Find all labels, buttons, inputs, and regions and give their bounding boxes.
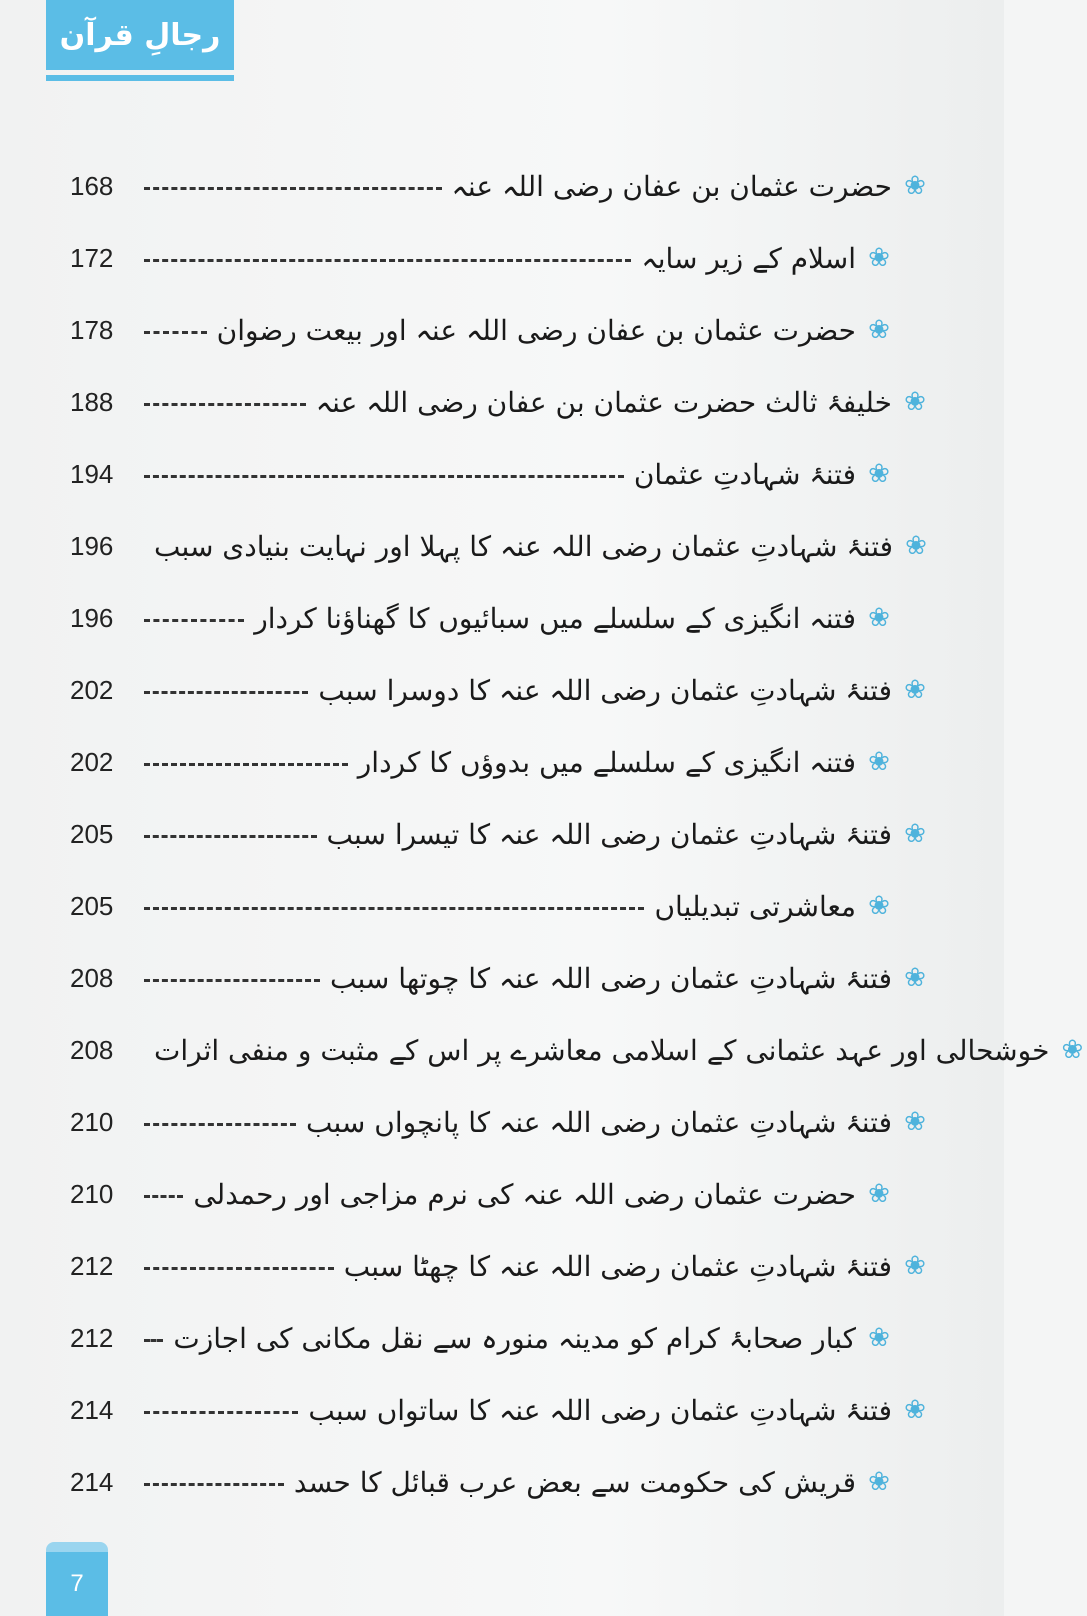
toc-row — [70, 366, 930, 438]
flower-bullet-icon: ❀ — [868, 315, 890, 345]
toc-row — [70, 1086, 930, 1158]
toc-row — [70, 1446, 930, 1518]
dot-leader — [144, 619, 244, 622]
flower-bullet-icon: ❀ — [904, 171, 926, 201]
toc-entry-title: حضرت عثمان بن عفان رضی اللہ عنہ — [451, 169, 892, 203]
toc-page-number: 196 — [70, 602, 114, 633]
toc-entry-title: قریش کی حکومت سے بعض عرب قبائل کا حسد — [293, 1465, 856, 1499]
toc-page-number: 205 — [70, 818, 114, 849]
toc-page-number: 205 — [70, 890, 114, 921]
dot-leader — [144, 1339, 163, 1342]
toc-row — [70, 1014, 1084, 1086]
flower-bullet-icon: ❀ — [904, 1395, 926, 1425]
dot-leader — [144, 1483, 284, 1486]
toc-entry-title: معاشرتی تبدیلیاں — [654, 889, 856, 923]
flower-bullet-icon: ❀ — [868, 1323, 890, 1353]
toc-page-number: 212 — [70, 1322, 114, 1353]
toc-page-number: 172 — [70, 242, 114, 273]
toc-page-number: 202 — [70, 674, 114, 705]
toc-row — [70, 1302, 930, 1374]
toc-page-number: 208 — [70, 962, 114, 993]
flower-bullet-icon: ❀ — [868, 747, 890, 777]
toc-entry-title: خلیفۂ ثالث حضرت عثمان بن عفان رضی اللہ عنہ — [315, 385, 892, 419]
toc-page-number: 178 — [70, 314, 114, 345]
flower-bullet-icon: ❀ — [904, 675, 926, 705]
book-title: رجالِ قرآن — [59, 17, 221, 53]
toc-entry-title: خوشحالی اور عہد عثمانی کے اسلامی معاشرے پر اس کے مثبت و منفی اثرات — [154, 1033, 1050, 1067]
dot-leader — [144, 1267, 334, 1270]
dot-leader — [144, 1411, 298, 1414]
toc-entry-title: فتنۂ شہادتِ عثمان — [633, 457, 856, 491]
dot-leader — [144, 1195, 183, 1198]
dot-leader — [144, 907, 644, 910]
toc-entry-title: فتنہ انگیزی کے سلسلے میں سبائیوں کا گھناؤنا کردار — [254, 601, 856, 635]
flower-bullet-icon: ❀ — [868, 891, 890, 921]
dot-leader — [144, 475, 624, 478]
toc-row — [70, 942, 930, 1014]
toc-page-number: 168 — [70, 170, 114, 201]
dot-leader — [144, 259, 631, 262]
toc-entry-title: حضرت عثمان بن عفان رضی اللہ عنہ اور بیعت رضوان — [216, 313, 856, 347]
flower-bullet-icon: ❀ — [1061, 1035, 1084, 1065]
flower-bullet-icon: ❀ — [904, 963, 926, 993]
toc-row — [70, 798, 930, 870]
toc-entry-title: فتنہ انگیزی کے سلسلے میں بدوؤں کا کردار — [357, 745, 856, 779]
page-badge-cap — [46, 1542, 108, 1552]
page-number: 7 — [70, 1570, 84, 1597]
toc-row — [70, 222, 930, 294]
toc-page-number: 214 — [70, 1394, 114, 1425]
toc-page-number: 196 — [70, 530, 114, 561]
dot-leader — [144, 763, 348, 766]
flower-bullet-icon: ❀ — [904, 819, 926, 849]
flower-bullet-icon: ❀ — [868, 1467, 890, 1497]
toc-row — [70, 1158, 930, 1230]
flower-bullet-icon: ❀ — [868, 1179, 890, 1209]
toc-entry-title: فتنۂ شہادتِ عثمان رضی اللہ عنہ کا چوتھا سبب — [329, 961, 892, 995]
toc-page-number: 212 — [70, 1250, 114, 1281]
dot-leader — [144, 187, 442, 190]
dot-leader — [144, 403, 306, 406]
toc-entry-title: فتنۂ شہادتِ عثمان رضی اللہ عنہ کا چھٹا سبب — [343, 1249, 892, 1283]
dot-leader — [144, 331, 207, 334]
flower-bullet-icon: ❀ — [904, 1251, 926, 1281]
toc-entry-title: فتنۂ شہادتِ عثمان رضی اللہ عنہ کا تیسرا سبب — [326, 817, 892, 851]
toc-page-number: 210 — [70, 1178, 114, 1209]
toc-page-number: 194 — [70, 458, 114, 489]
toc-row — [70, 582, 930, 654]
flower-bullet-icon: ❀ — [904, 1107, 926, 1137]
toc-page-number: 208 — [70, 1034, 114, 1065]
toc-row — [70, 1374, 930, 1446]
toc-page-number: 214 — [70, 1466, 114, 1497]
toc-page-number: 202 — [70, 746, 114, 777]
flower-bullet-icon: ❀ — [868, 603, 890, 633]
flower-bullet-icon: ❀ — [868, 243, 890, 273]
table-of-contents — [70, 150, 1084, 1518]
dot-leader — [144, 1123, 296, 1126]
dot-leader — [144, 691, 308, 694]
toc-row — [70, 726, 930, 798]
header-underline — [46, 75, 234, 81]
toc-entry-title: فتنۂ شہادتِ عثمان رضی اللہ عنہ کا پہلا اور نہایت بنیادی سبب — [154, 529, 894, 563]
toc-entry-title: فتنۂ شہادتِ عثمان رضی اللہ عنہ کا پانچواں سبب — [305, 1105, 892, 1139]
toc-entry-title: فتنۂ شہادتِ عثمان رضی اللہ عنہ کا ساتواں سبب — [308, 1393, 892, 1427]
toc-row — [70, 438, 930, 510]
toc-row — [70, 150, 930, 222]
dot-leader — [144, 835, 317, 838]
toc-row — [70, 654, 930, 726]
toc-entry-title: حضرت عثمان رضی اللہ عنہ کی نرم مزاجی اور رحمدلی — [193, 1177, 856, 1211]
page-number-badge — [46, 1552, 108, 1616]
dot-leader — [144, 979, 320, 982]
toc-entry-title: اسلام کے زیر سایہ — [641, 241, 856, 275]
toc-row — [70, 510, 930, 582]
flower-bullet-icon: ❀ — [905, 531, 927, 561]
toc-row — [70, 870, 930, 942]
toc-row — [70, 1230, 930, 1302]
toc-entry-title: کبار صحابۂ کرام کو مدینہ منورہ سے نقل مکانی کی اجازت — [173, 1321, 856, 1355]
toc-row — [70, 294, 930, 366]
book-title-tab — [46, 0, 234, 70]
toc-entry-title: فتنۂ شہادتِ عثمان رضی اللہ عنہ کا دوسرا سبب — [318, 673, 892, 707]
flower-bullet-icon: ❀ — [904, 387, 926, 417]
flower-bullet-icon: ❀ — [868, 459, 890, 489]
toc-page-number: 210 — [70, 1106, 114, 1137]
toc-page-number: 188 — [70, 386, 114, 417]
